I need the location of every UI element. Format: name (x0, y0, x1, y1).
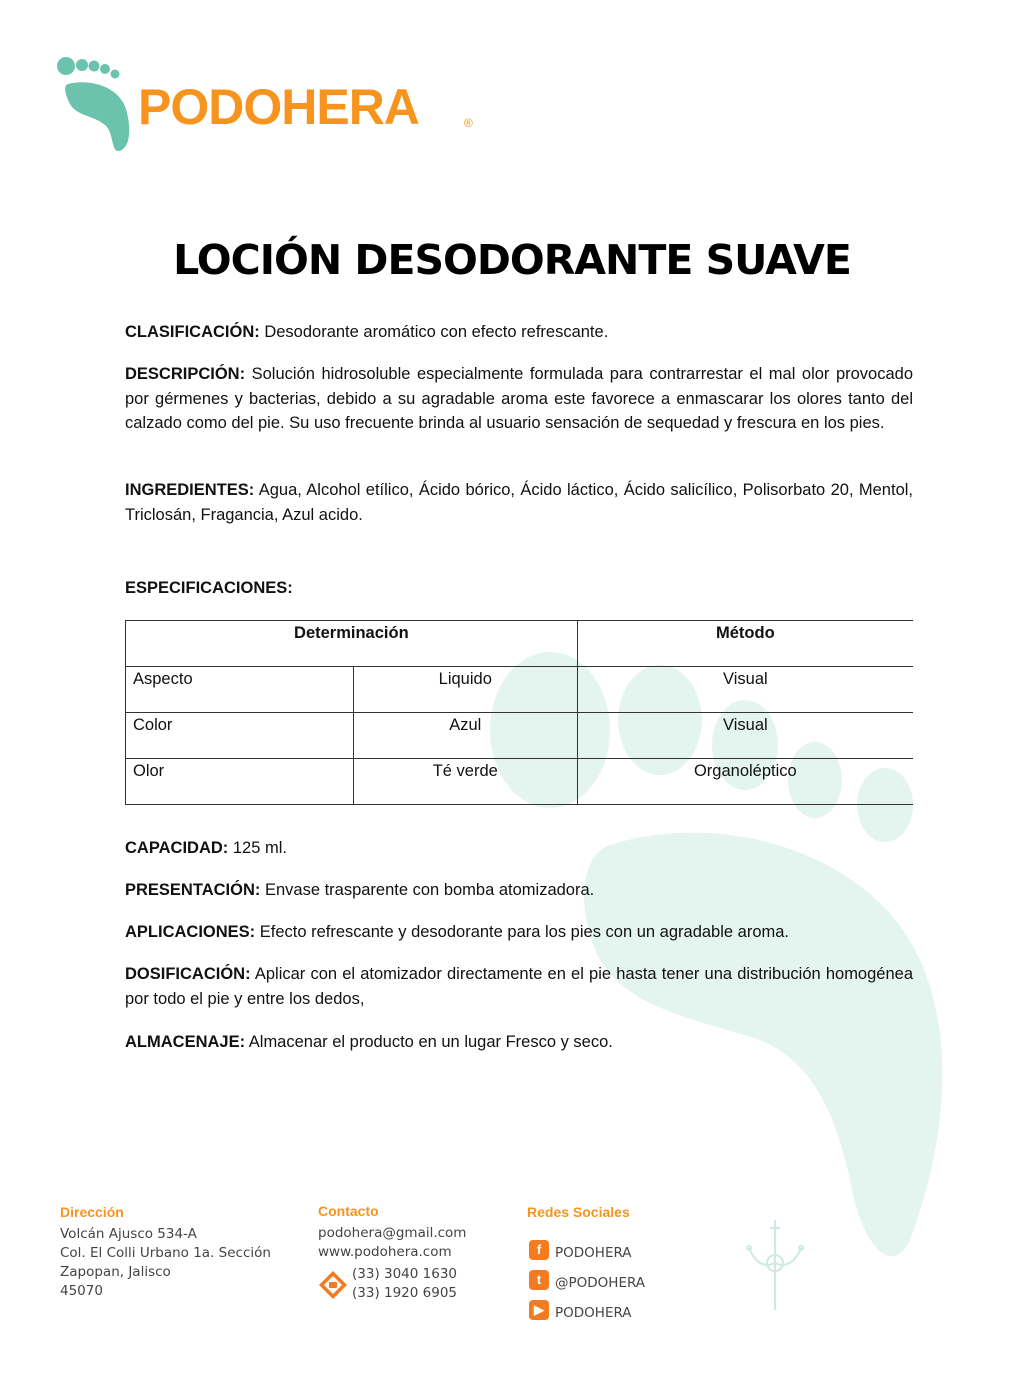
table-cell: Color (126, 713, 354, 759)
table-cell: Organoléptico (577, 759, 913, 805)
ingredientes-label: INGREDIENTES: (125, 481, 255, 499)
capacidad-paragraph (125, 836, 913, 861)
footer-direccion-heading: Dirección (60, 1204, 124, 1220)
document-title: LOCIÓN DESODORANTE SUAVE (173, 236, 851, 284)
presentacion-label: PRESENTACIÓN: (125, 881, 261, 899)
descripcion-label: DESCRIPCIÓN: (125, 365, 246, 383)
aplicaciones-paragraph (125, 920, 913, 945)
table-cell: Té verde (353, 759, 577, 805)
table-cell: Aspecto (126, 667, 354, 713)
footer-contacto-heading: Contacto (318, 1203, 379, 1219)
contact-email[interactable]: podohera@gmail.com (318, 1225, 467, 1241)
descripcion-paragraph (125, 362, 913, 436)
header-metodo: Método (577, 621, 913, 667)
table-cell: Visual (577, 713, 913, 759)
table-row (126, 667, 914, 713)
table-header-row (126, 621, 914, 667)
brand-name: PODOHERA (138, 79, 419, 135)
dosificacion-paragraph (125, 962, 913, 1011)
descripcion-text: Solución hidrosoluble especialmente formulada para contrarrestar el mal olor provocado por gérmenes y bacterias, debido a su agradable aroma este favorece a enmascarar los olores tanto del calzado como del pie. Su uso frecuente brinda al usuario sensación de sequedad y frescura en los pies. (125, 365, 913, 432)
table-cell: Visual (577, 667, 913, 713)
presentacion-paragraph (125, 878, 913, 903)
address-line: Zapopan, Jalisco (60, 1264, 171, 1280)
especificaciones-label: ESPECIFICACIONES: (125, 579, 293, 597)
table-cell: Olor (126, 759, 354, 805)
especificaciones-heading (125, 576, 913, 601)
capacidad-label: CAPACIDAD: (125, 839, 229, 857)
aplicaciones-text: Efecto refrescante y desodorante para los pies con un agradable aroma. (255, 923, 789, 941)
table-row (126, 713, 914, 759)
address-line: Col. El Colli Urbano 1a. Sección (60, 1245, 271, 1261)
contact-phone[interactable]: (33) 3040 1630 (352, 1266, 458, 1282)
table-cell: Liquido (353, 667, 577, 713)
facebook-icon[interactable]: f (529, 1240, 549, 1260)
footer-redes-heading: Redes Sociales (527, 1204, 630, 1220)
clasificacion-text: Desodorante aromático con efecto refrescante. (259, 323, 609, 341)
phone-icon (318, 1270, 348, 1300)
ingredientes-text: Agua, Alcohol etílico, Ácido bórico, Ácido láctico, Ácido salicílico, Polisorbato 20, Mentol, Triclosán, Fragancia, Azul acido. (125, 481, 913, 524)
specifications-table (125, 620, 913, 805)
presentacion-text: Envase trasparente con bomba atomizadora. (260, 881, 595, 899)
youtube-icon[interactable]: ▶ (529, 1300, 549, 1320)
header-determinacion: Determinación (126, 621, 578, 667)
caduceus-icon (745, 1218, 805, 1313)
youtube-handle[interactable]: PODOHERA (555, 1305, 632, 1321)
twitter-icon[interactable]: t (529, 1270, 549, 1290)
facebook-handle[interactable]: PODOHERA (555, 1245, 632, 1261)
address-line: 45070 (60, 1283, 103, 1299)
registered-mark: ® (464, 116, 473, 130)
clasificacion-label: CLASIFICACIÓN: (125, 323, 260, 341)
table-cell: Azul (353, 713, 577, 759)
almacenaje-text: Almacenar el producto en un lugar Fresco y seco. (245, 1033, 613, 1051)
contact-website[interactable]: www.podohera.com (318, 1244, 452, 1260)
clasificacion-paragraph (125, 320, 913, 345)
aplicaciones-label: APLICACIONES: (125, 923, 256, 941)
table-row (126, 759, 914, 805)
address-line: Volcán Ajusco 534-A (60, 1226, 197, 1242)
twitter-handle[interactable]: @PODOHERA (555, 1275, 646, 1291)
dosificacion-label: DOSIFICACIÓN: (125, 965, 251, 983)
ingredientes-paragraph (125, 478, 913, 527)
capacidad-text: 125 ml. (228, 839, 287, 857)
dosificacion-text: Aplicar con el atomizador directamente en el pie hasta tener una distribución homogénea por todo el pie y entre los dedos, (125, 965, 913, 1008)
almacenaje-label: ALMACENAJE: (125, 1033, 246, 1051)
almacenaje-paragraph (125, 1030, 913, 1055)
contact-phone[interactable]: (33) 1920 6905 (352, 1285, 458, 1301)
